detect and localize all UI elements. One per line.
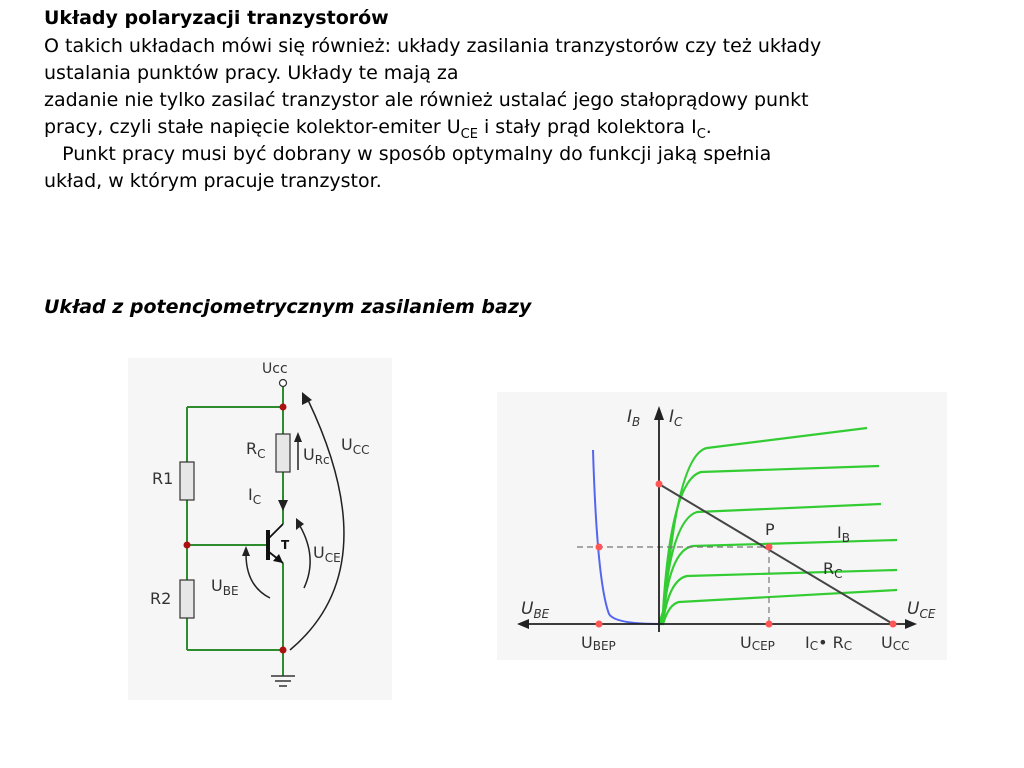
- document-title: Układy polaryzacji tranzystorów: [44, 7, 389, 29]
- key-point: [596, 621, 603, 628]
- uce-main: U: [313, 543, 325, 562]
- figure-background: [128, 358, 392, 700]
- text-run: pracy, czyli stałe napięcie kolektor-emiter U: [44, 116, 461, 138]
- ubep-main: U: [581, 633, 593, 652]
- icrc-c: C: [809, 639, 819, 653]
- subscript: CE: [460, 127, 478, 142]
- r2-label: R2: [150, 589, 172, 608]
- rc-line-main: R: [823, 559, 835, 578]
- operating-point-label: P: [765, 520, 775, 539]
- urc-sub: Rc: [314, 453, 330, 467]
- ucc-terminal: [280, 380, 287, 387]
- paragraph-line: O takich układach mówi się również: układy zasilania tranzystorów czy też układy: [44, 35, 822, 57]
- r2-resistor: [180, 580, 194, 618]
- ucc-arc-sub: CC: [352, 443, 370, 457]
- figure-background: [497, 392, 947, 660]
- paragraph-line: zadanie nie tylko zasilać tranzystor ale również ustalać jego stałoprądowy punkt: [44, 89, 809, 111]
- icrc-r: • R: [818, 633, 844, 652]
- subscript: C: [696, 127, 706, 142]
- ic-axis-sub: C: [674, 415, 683, 429]
- operating-point-marker: [766, 544, 773, 551]
- paragraph-line: układ, w którym pracuje tranzystor.: [44, 170, 382, 192]
- junction-node: [280, 647, 287, 654]
- key-point: [890, 621, 897, 628]
- rc-resistor: [276, 434, 290, 472]
- ube-axis-sub: BE: [533, 607, 550, 621]
- r1-label: R1: [152, 469, 174, 488]
- bias-circuit-diagram: [128, 358, 392, 700]
- junction-node: [184, 542, 191, 549]
- junction-node: [280, 404, 287, 411]
- ib-axis-main: I: [627, 407, 633, 427]
- ucep-sub: CEP: [751, 639, 775, 653]
- ib-curve-sub: B: [841, 531, 850, 545]
- rc-sub: C: [257, 447, 266, 461]
- rc-main: R: [246, 439, 258, 458]
- uce-axis-sub: CE: [919, 607, 936, 621]
- paragraph-line: [44, 114, 712, 143]
- r1-resistor: [180, 462, 194, 500]
- transistor-label: T: [281, 538, 290, 552]
- ib-axis-sub: B: [632, 415, 641, 429]
- ic-main: I: [248, 485, 253, 504]
- urc-main: U: [303, 445, 315, 464]
- key-point: [596, 544, 603, 551]
- ube-sub: BE: [222, 584, 239, 598]
- rc-line-sub: C: [834, 567, 843, 581]
- key-point: [766, 621, 773, 628]
- text-run: .: [705, 116, 712, 138]
- section-heading: Układ z potencjometrycznym zasilaniem bazy: [44, 296, 532, 318]
- ube-main: U: [211, 576, 223, 595]
- ic-axis-main: I: [669, 407, 675, 427]
- paragraph-line: ustalania punktów pracy. Układy te mają za: [44, 62, 459, 84]
- ucc-main: U: [881, 633, 893, 652]
- transistor-characteristics-graph: [497, 392, 947, 660]
- uce-axis-main: U: [907, 599, 920, 619]
- ic-sub: C: [252, 493, 262, 507]
- icrc-i: I: [805, 633, 810, 652]
- ubep-sub: BEP: [592, 639, 616, 653]
- ube-axis-main: U: [521, 599, 534, 619]
- ucc-arc-main: U: [341, 435, 353, 454]
- text-run: i stały prąd kolektora I: [477, 116, 697, 138]
- uce-sub: CE: [324, 551, 341, 565]
- key-point: [656, 481, 663, 488]
- ib-curve-main: I: [837, 523, 842, 542]
- ucep-main: U: [740, 633, 752, 652]
- ucc-terminal-label: Ucc: [262, 361, 288, 377]
- ucc-sub: CC: [892, 639, 910, 653]
- icrc-c2: C: [843, 639, 853, 653]
- paragraph-line: Punkt pracy musi być dobrany w sposób optymalny do funkcji jaką spełnia: [44, 143, 772, 165]
